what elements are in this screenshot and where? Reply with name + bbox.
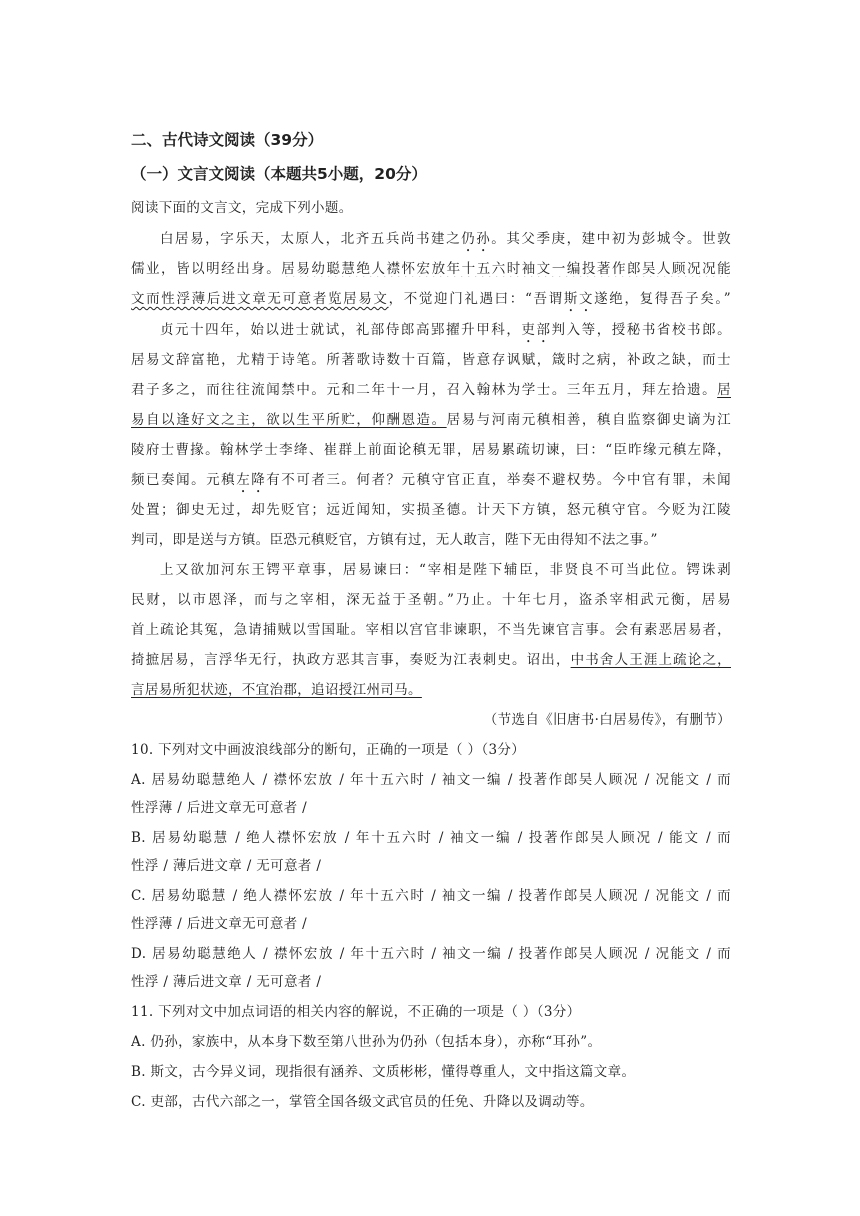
option-c-cont: 性浮薄 / 后进文章无可意者 / [131,916,308,932]
passage-line: 白居易，字乐天，太原人，北齐五兵尚书建之仍孙。其父季庚，建中初为彭城令。世敦 [160,231,731,247]
passage-line: 上又欲加河东王锷平章事，居易谏曰：“宰相是陛下辅臣，非贤良不可当此位。锷诛剥 [160,562,731,578]
underlined-text: 中书舍人王涯上疏论之， [570,652,731,668]
source-citation: （节选自《旧唐书·白居易传》，有删节） [483,712,731,728]
passage-line: 陵府士曹掾。翰林学士李绛、崔群上前面论稹无罪，居易累疏切谏，曰：“臣昨缘元稹左降， [131,442,731,458]
option-d[interactable]: D. 居易幼聪慧绝人 / 襟怀宏放 / 年十五六时 / 袖文一编 / 投著作郎吴人顾况 / 况能文 / 而 [131,946,731,962]
option-c[interactable]: C. 吏部，古代六部之一，掌管全国各级文武官员的任免、升降以及调动等。 [131,1094,594,1110]
option-b-cont: 性浮 / 薄后进文章 / 无可意者 / [131,858,322,874]
underlined-text: 居 [717,382,731,398]
option-a[interactable]: A. 居易幼聪慧绝人 / 襟怀宏放 / 年十五六时 / 袖文一编 / 投著作郎吴人顾况 / 况能文 / 而 [131,772,731,788]
question-11-stem: 11. 下列对文中加点词语的相关内容的解说，不正确的一项是（ ）（3分） [131,1004,581,1020]
instruction: 阅读下面的文言文，完成下列小题。 [131,200,353,216]
option-b[interactable]: B. 居易幼聪慧 / 绝人襟怀宏放 / 年十五六时 / 袖文一编 / 投著作郎吴人顾况 / 能文 / 而 [131,830,731,846]
passage-line: 居易文辞富艳，尤精于诗笔。所著歌诗数十百篇，皆意存讽赋，箴时之病，补政之缺，而士 [131,352,731,368]
passage-line: 判司，即是送与方镇。臣恐元稹贬官，方镇有过，无人敢言，陛下无由得知不法之事。” [131,532,658,548]
wavy-underlined-text: 居易幼聪慧绝人襟怀宏放年十五六时袖文一编投著作郎吴人顾况况能 [281,261,731,277]
passage-line: 掎摭居易，言浮华无行，执政方恶其言事，奏贬为江表刺史。诏出，中书舍人王涯上疏论之， [131,652,731,668]
section-title: 二、古代诗文阅读（39分） [131,131,324,149]
passage-line: 频已奏闻。元稹左降有不可者三。何者？元稹守官正直，举奏不避权势。今中官有罪，未闻 [131,472,731,488]
wavy-underlined-text: 文而性浮薄后进文章无可意者览居易文 [131,291,389,307]
dotted-term: 仍孙 [461,231,492,247]
dotted-term: 左降 [236,472,267,488]
option-c[interactable]: C. 居易幼聪慧 / 绝人襟怀宏放 / 年十五六时 / 袖文一编 / 投著作郎吴人顾况 / 况能文 / 而 [131,888,731,904]
option-b[interactable]: B. 斯文，古今异义词，现指很有涵养、文质彬彬，懂得尊重人，文中指这篇文章。 [131,1064,636,1080]
passage-line: 首上疏论其冤，急请捕贼以雪国耻。宰相以宫官非谏职，不当先谏官言事。会有素恶居易者， [131,622,731,638]
question-10-stem: 10. 下列对文中画波浪线部分的断句，正确的一项是（ ）（3分） [131,742,526,758]
passage-line: 民财，以市恩泽，而与之宰相，深无益于圣朝。”乃止。十年七月，盗杀宰相武元衡，居易 [131,592,731,608]
passage-line: 处置；御史无过，却先贬官；远近闻知，实损圣德。计天下方镇，怒元稹守官。今贬为江陵 [131,502,731,518]
passage-line: 君子多之，而往往流闻禁中。元和二年十一月，召入翰林为学士。三年五月，拜左拾遗。居 [131,382,731,398]
option-a[interactable]: A. 仍孙，家族中，从本身下数至第八世孙为仍孙（包括本身），亦称“耳孙”。 [131,1034,602,1050]
passage-line: 易自以逢好文之主，欲以生平所贮，仰酬恩造。居易与河南元稹相善，稹自监察御史谪为江 [131,412,731,428]
passage-line [131,678,731,698]
passage-line: 儒业，皆以明经出身。居易幼聪慧绝人襟怀宏放年十五六时袖文一编投著作郎吴人顾况况能 [131,261,731,277]
dotted-term: 斯文 [563,291,595,307]
underlined-text: 易自以逢好文之主，欲以生平所贮，仰酬恩造。 [131,412,447,428]
underlined-text: 言居易所犯状迹，不宜治郡，追诏授江州司马。 [131,682,422,698]
option-a-cont: 性浮薄 / 后进文章无可意者 / [131,800,308,816]
subsection-title: （一）文言文阅读（本题共5小题，20分） [131,165,427,183]
dotted-term: 吏部 [521,322,552,338]
passage-line: 文而性浮薄后进文章无可意者览居易文，不觉迎门礼遇曰：“吾谓斯文遂绝，复得吾子矣。” [131,291,731,307]
option-d-cont: 性浮 / 薄后进文章 / 无可意者 / [131,974,322,990]
passage-line: 贞元十四年，始以进士就试，礼部侍郎高郢擢升甲科，吏部判入等，授秘书省校书郎。 [160,322,731,338]
